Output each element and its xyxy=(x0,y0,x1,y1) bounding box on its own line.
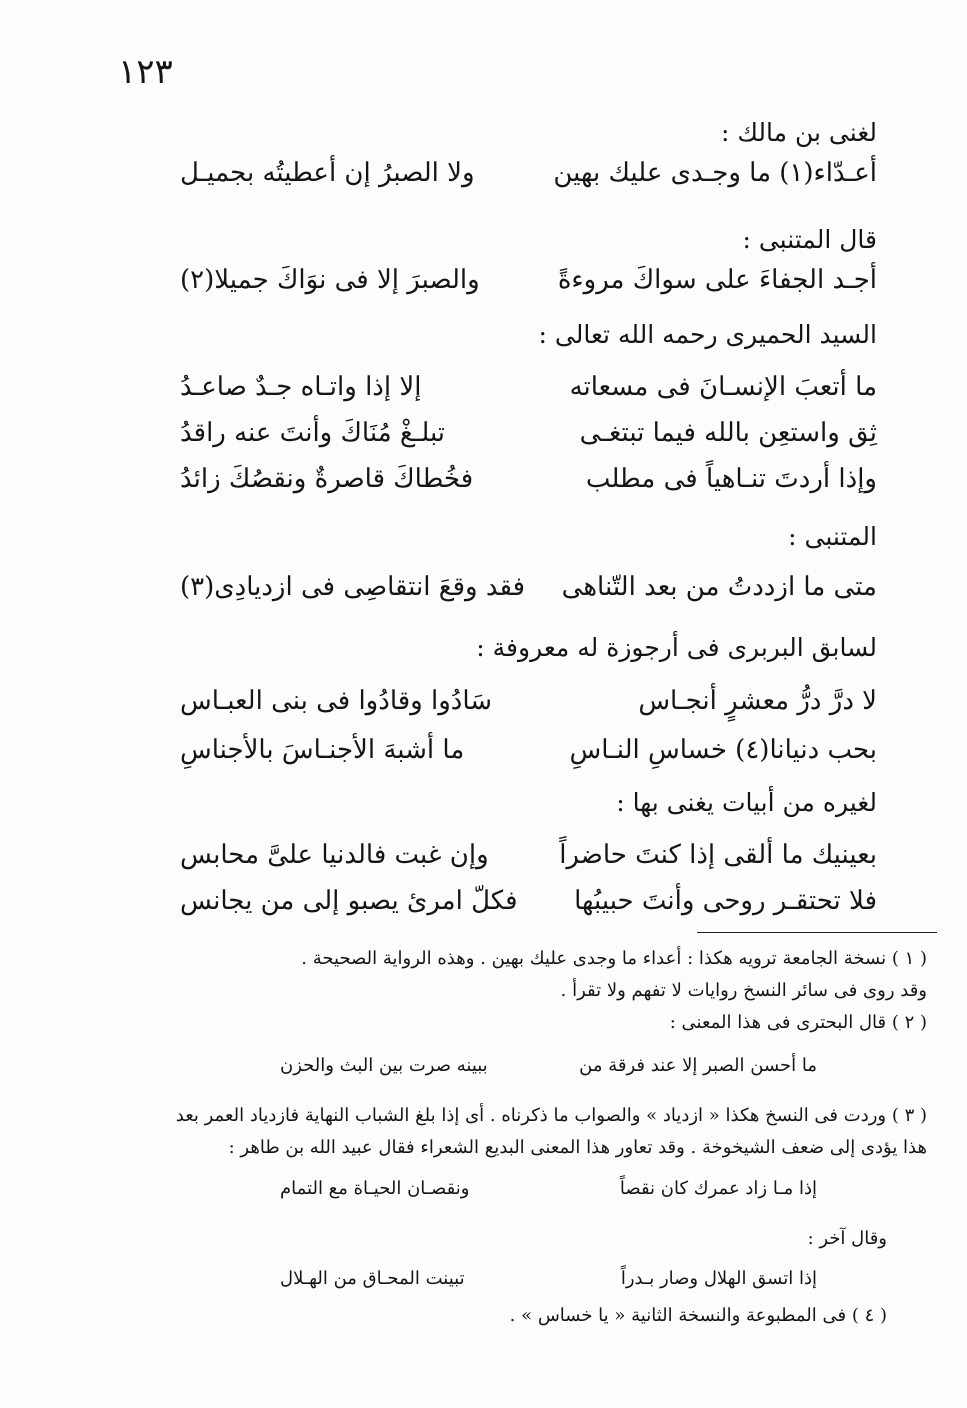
verse-line xyxy=(180,840,877,884)
verse-line xyxy=(180,886,877,930)
section-heading: السيد الحميرى رحمه الله تعالى : xyxy=(538,320,877,349)
footnote-line: ( ١ ) نسخة الجامعة ترويه هكذا : أعداء ما وجدى عليك بهين . وهذه الرواية الصحيحة . xyxy=(301,948,927,969)
verse-first-hemistich: أجـد الجفاءَ على سواكَ مروءةً xyxy=(557,265,877,295)
verse-line xyxy=(180,158,877,202)
section-heading: لغيره من أبيات يغنى بها : xyxy=(616,788,877,817)
footnote-line: ( ٣ ) وردت فى النسخ هكذا « ازدياد » والصواب ما ذكرناه . أى إذا بلغ الشباب النهاية فازدياد العمر بعد xyxy=(175,1105,927,1126)
footnote-separator xyxy=(697,932,937,933)
footnote-line: وقد روى فى سائر النسخ روايات لا تفهم ولا تقرأ . xyxy=(560,980,927,1001)
verse-second-hemistich: فخُطاكَ قاصرةٌ ونقصُكَ زائدُ xyxy=(180,464,474,494)
verse-first-hemistich: ما أحسن الصبر إلا عند فرقة من xyxy=(579,1055,817,1076)
verse-first-hemistich: ثِق واستعِن بالله فيما تبتغـى xyxy=(579,418,877,448)
verse-second-hemistich: إلا إذا واتـاه جـدٌ صاعـدُ xyxy=(180,372,422,402)
verse-first-hemistich: لا درَّ درُّ معشرٍ أنجـاس xyxy=(638,686,877,716)
verse-second-hemistich: وإن غبت فالدنيا علىَّ محابس xyxy=(180,840,489,870)
footnote-verse xyxy=(280,1055,817,1085)
verse-second-hemistich: ونقصـان الحيـاة مع التمام xyxy=(280,1178,470,1199)
section-heading: لسابق البربرى فى أرجوزة له معروفة : xyxy=(476,633,877,662)
verse-second-hemistich: ما أشبهَ الأجنـاسَ بالأجناسِ xyxy=(180,735,465,765)
footnote-line: هذا يؤدى إلى ضعف الشيخوخة . وقد تعاور هذا المعنى البديع الشعراء فقال عبيد الله بن طاهر : xyxy=(228,1137,927,1158)
verse-line xyxy=(180,572,877,616)
footnote-line: وقال آخر : xyxy=(807,1228,887,1249)
verse-second-hemistich: والصبرَ إلا فى نوَاكَ جميلا(٢) xyxy=(180,265,480,295)
verse-second-hemistich: ببينه صرت بين البث والحزن xyxy=(280,1055,488,1076)
verse-first-hemistich: بحب دنيانا(٤) خساسِ النـاسِ xyxy=(569,735,877,765)
verse-first-hemistich: وإذا أردتَ تنـاهياً فى مطلب xyxy=(585,464,877,494)
verse-first-hemistich: أعـدّاء(١) ما وجـدى عليك بهين xyxy=(553,158,877,188)
verse-first-hemistich: ما أتعبَ الإنسـانَ فى مسعاته xyxy=(569,372,877,402)
footnote-line: ( ٤ ) فى المطبوعة والنسخة الثانية « يا خساس » . xyxy=(509,1305,887,1326)
verse-first-hemistich: إذا اتسق الهلال وصار بـدراً xyxy=(620,1268,817,1289)
section-heading: قال المتنبى : xyxy=(742,225,877,254)
verse-line xyxy=(180,735,877,779)
verse-line xyxy=(180,372,877,416)
footnote-line: ( ٢ ) قال البحترى فى هذا المعنى : xyxy=(669,1012,927,1033)
section-heading: لغنى بن مالك : xyxy=(720,118,877,147)
footnote-verse xyxy=(280,1268,817,1298)
verse-second-hemistich: ولا الصبرُ إن أعطيتُه بجميـل xyxy=(180,158,475,188)
verse-first-hemistich: إذا مـا زاد عمرك كان نقصاً xyxy=(619,1178,817,1199)
footnote-verse xyxy=(280,1178,817,1208)
verse-second-hemistich: فكلّ امرئ يصبو إلى من يجانس xyxy=(180,886,518,916)
verse-second-hemistich: تبلـغْ مُنَاكَ وأنتَ عنه راقدُ xyxy=(180,418,446,448)
verse-first-hemistich: بعينيك ما ألقى إذا كنتَ حاضراً xyxy=(559,840,877,870)
verse-line xyxy=(180,464,877,508)
verse-line xyxy=(180,265,877,309)
verse-line xyxy=(180,418,877,462)
section-heading: المتنبى : xyxy=(788,522,877,551)
page-number: ١٢٣ xyxy=(118,52,173,92)
verse-second-hemistich: فقد وقعَ انتقاصِى فى ازديادِى(٣) xyxy=(180,572,526,602)
verse-first-hemistich: فلا تحتقـر روحى وأنتَ حبيبُها xyxy=(574,886,877,916)
verse-first-hemistich: متى ما ازددتُ من بعد التّناهى xyxy=(561,572,877,602)
verse-second-hemistich: سَادُوا وقادُوا فى بنى العبـاس xyxy=(180,686,493,716)
verse-second-hemistich: تبينت المحـاق من الهـلال xyxy=(280,1268,465,1289)
verse-line xyxy=(180,686,877,730)
